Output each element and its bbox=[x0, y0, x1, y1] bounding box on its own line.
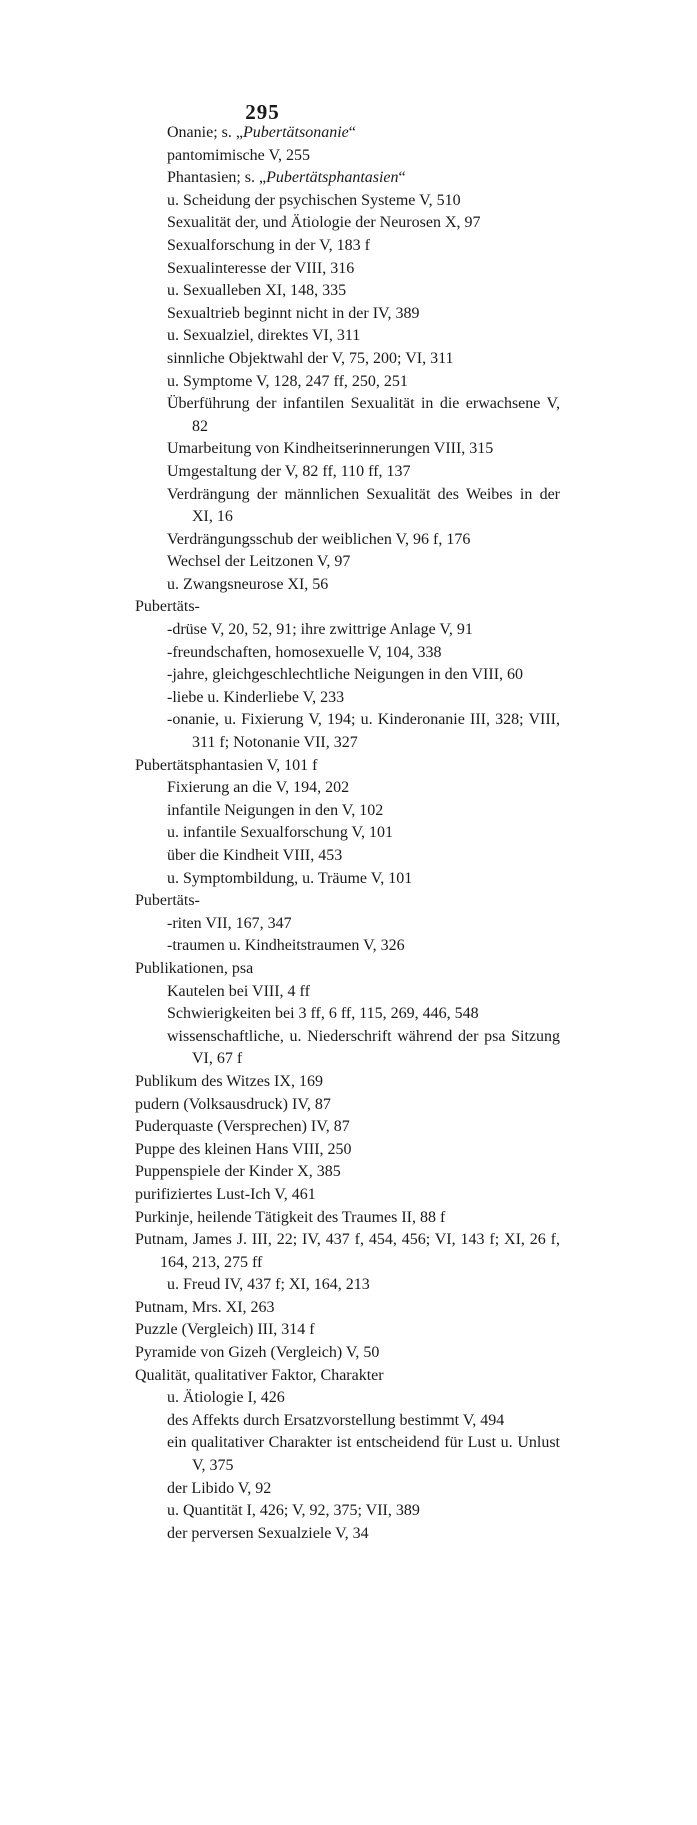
index-subentry bbox=[167, 619, 560, 642]
index-subentry bbox=[167, 371, 560, 394]
entry-text: u. Sexualziel, direktes VI, 311 bbox=[167, 327, 361, 345]
page-number: 295 bbox=[245, 100, 280, 124]
index-subentry bbox=[167, 393, 560, 438]
entry-text: Publikationen, psa bbox=[135, 959, 254, 977]
entry-text: Fixierung an die V, 194, 202 bbox=[167, 779, 350, 797]
index-heading-entry bbox=[135, 755, 560, 778]
index-subentry bbox=[167, 1478, 560, 1501]
entry-text: u. Quantität I, 426; V, 92, 375; VII, 389 bbox=[167, 1502, 420, 1520]
entry-text: Publikum des Witzes IX, 169 bbox=[135, 1072, 323, 1090]
index-subentry bbox=[167, 190, 560, 213]
entry-text: -liebe u. Kinderliebe V, 233 bbox=[167, 688, 345, 706]
entry-text: u. Zwangsneurose XI, 56 bbox=[167, 575, 329, 593]
entry-text: pudern (Volksausdruck) IV, 87 bbox=[135, 1095, 331, 1113]
index-subentry bbox=[167, 845, 560, 868]
index-heading-entry bbox=[135, 1319, 560, 1342]
entry-text: Verdrängung der männlichen Sexualität des Weibes in der XI, 16 bbox=[167, 485, 560, 526]
index-subentry bbox=[167, 348, 560, 371]
entry-text: Puppe des kleinen Hans VIII, 250 bbox=[135, 1140, 352, 1158]
entry-text: u. Symptome V, 128, 247 ff, 250, 251 bbox=[167, 372, 408, 390]
entry-text: Onanie; s. „ bbox=[167, 124, 243, 141]
entry-text: des Affekts durch Ersatzvorstellung bestimmt V, 494 bbox=[167, 1411, 505, 1429]
index-subentry bbox=[167, 325, 560, 348]
index-subentry bbox=[167, 1387, 560, 1410]
entry-text: -drüse V, 20, 52, 91; ihre zwittrige Anlage V, 91 bbox=[167, 621, 473, 639]
entry-text: Schwierigkeiten bei 3 ff, 6 ff, 115, 269, 446, 548 bbox=[167, 1005, 479, 1023]
index-subentry bbox=[167, 303, 560, 326]
index-subentry bbox=[167, 1410, 560, 1433]
entry-text: Pubertäts- bbox=[135, 892, 200, 910]
index-subentry bbox=[167, 212, 560, 235]
index-subentry bbox=[167, 529, 560, 552]
index-subentry bbox=[167, 1003, 560, 1026]
entry-text: wissenschaftliche, u. Niederschrift während der psa Sitzung VI, 67 f bbox=[167, 1027, 560, 1068]
index-subentry bbox=[167, 822, 560, 845]
index-heading-entry bbox=[135, 1094, 560, 1117]
index-subentry bbox=[167, 709, 560, 754]
entry-text: Putnam, Mrs. XI, 263 bbox=[135, 1298, 275, 1316]
entry-text: Purkinje, heilende Tätigkeit des Traumes II, 88 f bbox=[135, 1208, 446, 1226]
entry-text: Puzzle (Vergleich) III, 314 f bbox=[135, 1321, 315, 1339]
index-subentry bbox=[167, 800, 560, 823]
entry-text: Überführung der infantilen Sexualität in die erwachsene V, 82 bbox=[167, 395, 560, 435]
index-subentry bbox=[167, 664, 560, 687]
entry-quote: Pubertätsphantasien bbox=[266, 169, 399, 187]
entry-text: -freundschaften, homosexuelle V, 104, 338 bbox=[167, 643, 442, 661]
index-subentry bbox=[167, 551, 560, 574]
entry-text: sinnliche Objektwahl der V, 75, 200; VI, 311 bbox=[167, 349, 454, 367]
entry-quote: Pubertätsonanie bbox=[242, 124, 349, 141]
index-list bbox=[135, 122, 560, 1545]
entry-text: u. Ätiologie I, 426 bbox=[167, 1389, 285, 1407]
entry-text: u. infantile Sexualforschung V, 101 bbox=[167, 824, 394, 842]
entry-text: -traumen u. Kindheitstraumen V, 326 bbox=[167, 937, 405, 955]
entry-text: u. Sexualleben XI, 148, 335 bbox=[167, 282, 347, 300]
entry-text: Sexualität der, und Ätiologie der Neurosen X, 97 bbox=[167, 214, 481, 232]
entry-text: Pubertäts- bbox=[135, 598, 200, 616]
index-subentry bbox=[167, 280, 560, 303]
entry-text: Putnam, James J. III, 22; IV, 437 f, 454, 456; VI, 143 f; XI, 26 f, 164, 213, 275 ff bbox=[135, 1231, 560, 1271]
entry-text: -onanie, u. Fixierung V, 194; u. Kinderonanie III, 328; VIII, 311 f; Notonanie VII, 327 bbox=[167, 711, 560, 752]
index-heading-entry bbox=[135, 596, 560, 619]
entry-text: pantomimische V, 255 bbox=[167, 146, 310, 164]
entry-text: u. Freud IV, 437 f; XI, 164, 213 bbox=[167, 1276, 370, 1294]
entry-text: Verdrängungsschub der weiblichen V, 96 f, 176 bbox=[167, 530, 471, 548]
entry-text: -riten VII, 167, 347 bbox=[167, 914, 292, 932]
index-subentry bbox=[167, 122, 560, 145]
entry-text: Kautelen bei VIII, 4 ff bbox=[167, 982, 310, 1000]
entry-text: Sexualtrieb beginnt nicht in der IV, 389 bbox=[167, 304, 420, 322]
index-subentry bbox=[167, 1523, 560, 1546]
index-subentry bbox=[167, 913, 560, 936]
index-subentry bbox=[167, 1500, 560, 1523]
index-subentry bbox=[167, 484, 560, 529]
entry-text: Qualität, qualitativer Faktor, Charakter bbox=[135, 1366, 384, 1384]
index-subentry bbox=[167, 235, 560, 258]
index-subentry bbox=[167, 167, 560, 190]
index-subentry bbox=[167, 1274, 560, 1297]
index-heading-entry bbox=[135, 958, 560, 981]
index-subentry bbox=[167, 1432, 560, 1477]
index-subentry bbox=[167, 777, 560, 800]
index-subentry bbox=[167, 1026, 560, 1071]
entry-text: Puppenspiele der Kinder X, 385 bbox=[135, 1163, 341, 1181]
entry-text: Puderquaste (Versprechen) IV, 87 bbox=[135, 1118, 350, 1136]
index-heading-entry bbox=[135, 890, 560, 913]
index-subentry bbox=[167, 935, 560, 958]
entry-text: der perversen Sexualziele V, 34 bbox=[167, 1524, 369, 1542]
entry-text: u. Symptombildung, u. Träume V, 101 bbox=[167, 869, 413, 887]
index-subentry bbox=[167, 687, 560, 710]
entry-text: Wechsel der Leitzonen V, 97 bbox=[167, 553, 351, 571]
index-heading-entry bbox=[135, 1342, 560, 1365]
entry-text: Umarbeitung von Kindheitserinnerungen VIII, 315 bbox=[167, 440, 494, 458]
entry-text: ein qualitativer Charakter ist entscheidend für Lust u. Unlust V, 375 bbox=[167, 1434, 560, 1475]
index-heading-entry bbox=[135, 1207, 560, 1230]
index-heading-entry bbox=[135, 1365, 560, 1388]
index-subentry bbox=[167, 145, 560, 168]
index-subentry bbox=[167, 258, 560, 281]
index-subentry bbox=[167, 574, 560, 597]
entry-text: -jahre, gleichgeschlechtliche Neigungen in den VIII, 60 bbox=[167, 666, 524, 684]
entry-text: der Libido V, 92 bbox=[167, 1479, 272, 1497]
entry-text: Sexualinteresse der VIII, 316 bbox=[167, 259, 355, 277]
index-subentry bbox=[167, 642, 560, 665]
index-subentry bbox=[167, 868, 560, 891]
entry-text: Umgestaltung der V, 82 ff, 110 ff, 137 bbox=[167, 462, 411, 480]
index-heading-entry bbox=[135, 1229, 560, 1274]
index-heading-entry bbox=[135, 1071, 560, 1094]
entry-text: purifiziertes Lust-Ich V, 461 bbox=[135, 1185, 316, 1203]
index-heading-entry bbox=[135, 1161, 560, 1184]
index-subentry bbox=[167, 438, 560, 461]
entry-text: Phantasien; s. „ bbox=[167, 169, 267, 187]
index-heading-entry bbox=[135, 1184, 560, 1207]
entry-quote-close: “ bbox=[398, 169, 406, 187]
index-heading-entry bbox=[135, 1116, 560, 1139]
index-subentry bbox=[167, 981, 560, 1004]
entry-text: u. Scheidung der psychischen Systeme V, 510 bbox=[167, 191, 461, 209]
entry-text: Pubertätsphantasien V, 101 f bbox=[135, 756, 318, 774]
entry-text: infantile Neigungen in den V, 102 bbox=[167, 801, 384, 819]
index-heading-entry bbox=[135, 1297, 560, 1320]
index-heading-entry bbox=[135, 1139, 560, 1162]
entry-quote-close: “ bbox=[348, 124, 356, 141]
entry-text: Pyramide von Gizeh (Vergleich) V, 50 bbox=[135, 1344, 380, 1362]
index-subentry bbox=[167, 461, 560, 484]
entry-text: Sexualforschung in der V, 183 f bbox=[167, 236, 370, 254]
entry-text: über die Kindheit VIII, 453 bbox=[167, 847, 343, 864]
